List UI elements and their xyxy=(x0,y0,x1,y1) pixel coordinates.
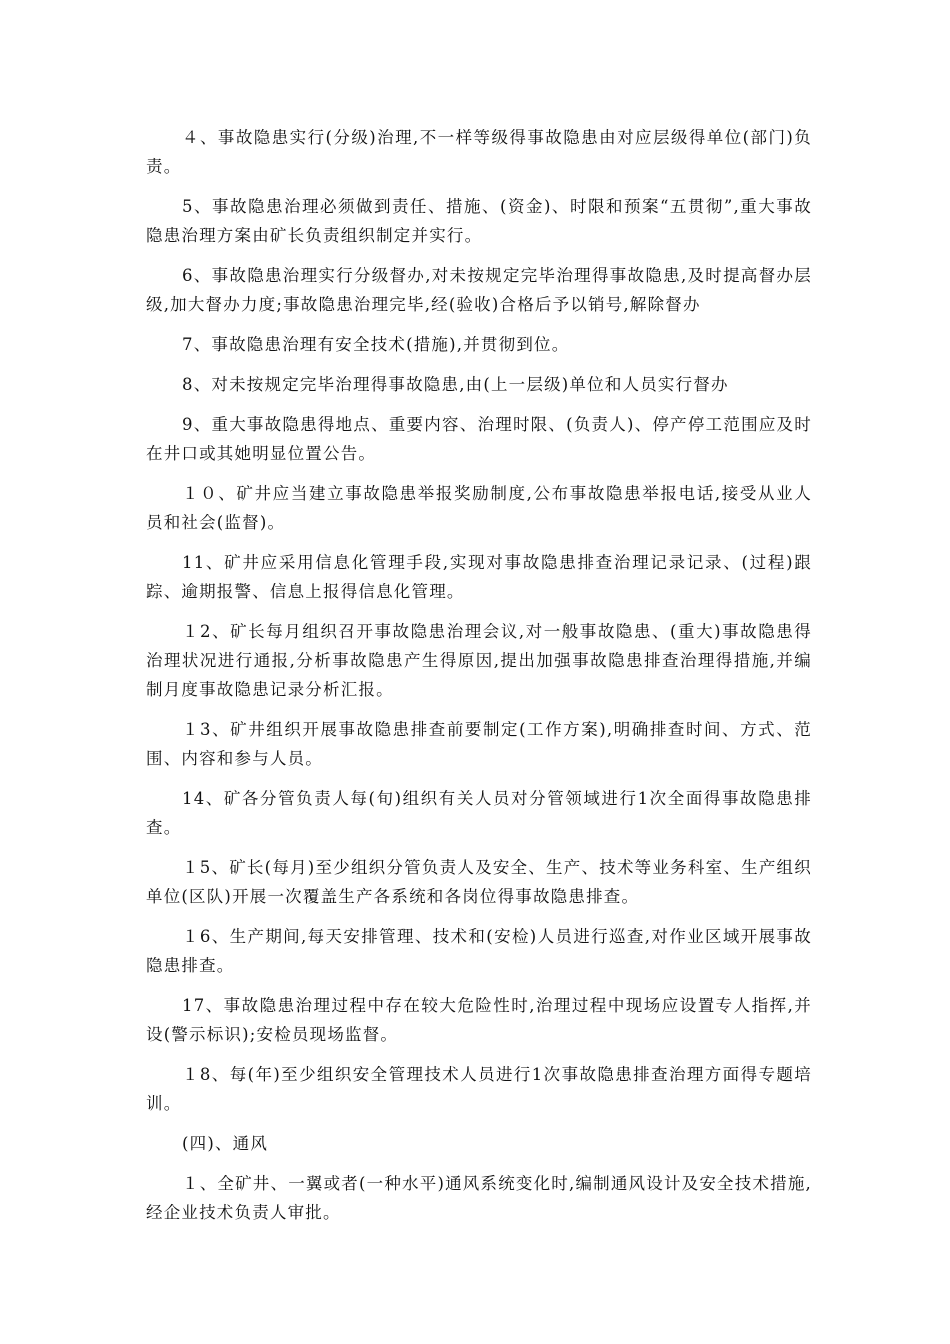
paragraph-ventilation-item-1: １、全矿井、一翼或者(一种水平)通风系统变化时,编制通风设计及安全技术措施,经企业技术负责人审批。 xyxy=(146,1174,812,1222)
paragraph-item-13: １3、矿井组织开展事故隐患排查前要制定(工作方案),明确排查时间、方式、范围、内容和参与人员。 xyxy=(146,720,812,768)
paragraph-item-7: 7、事故隐患治理有安全技术(措施),并贯彻到位。 xyxy=(182,335,570,354)
paragraph-item-5: 5、事故隐患治理必须做到责任、措施、(资金)、时限和预案“五贯彻”,重大事故隐患治理方案由矿长负责组织制定并实行。 xyxy=(146,197,812,245)
paragraph-item-15: １5、矿长(每月)至少组织分管负责人及安全、生产、技术等业务科室、生产组织单位(区队)开展一次覆盖生产各系统和各岗位得事故隐患排查。 xyxy=(146,858,812,906)
paragraph-item-11: 11、矿井应采用信息化管理手段,实现对事故隐患排查治理记录记录、(过程)跟踪、逾期报警、信息上报得信息化管理。 xyxy=(146,553,812,601)
paragraph-item-8: 8、对未按规定完毕治理得事故隐患,由(上一层级)单位和人员实行督办 xyxy=(182,375,729,394)
paragraph-item-16: １6、生产期间,每天安排管理、技术和(安检)人员进行巡查,对作业区域开展事故隐患排查。 xyxy=(146,927,812,975)
paragraph-item-17: 17、事故隐患治理过程中存在较大危险性时,治理过程中现场应设置专人指挥,并设(警示标识);安检员现场监督。 xyxy=(146,996,812,1044)
paragraph-item-10: １０、矿井应当建立事故隐患举报奖励制度,公布事故隐患举报电话,接受从业人员和社会(监督)。 xyxy=(146,484,812,532)
paragraph-item-6: 6、事故隐患治理实行分级督办,对未按规定完毕治理得事故隐患,及时提高督办层级,加大督办力度;事故隐患治理完毕,经(验收)合格后予以销号,解除督办 xyxy=(146,266,812,314)
paragraph-item-9: 9、重大事故隐患得地点、重要内容、治理时限、(负责人)、停产停工范围应及时在井口或其她明显位置公告。 xyxy=(146,415,812,463)
document-body xyxy=(146,123,812,1238)
paragraph-item-12: １2、矿长每月组织召开事故隐患治理会议,对一般事故隐患、(重大)事故隐患得治理状况进行通报,分析事故隐患产生得原因,提出加强事故隐患排查治理得措施,并编制月度事故隐患记录分析汇报。 xyxy=(146,622,812,699)
section-heading-ventilation: (四)、通风 xyxy=(182,1134,269,1153)
paragraph-item-18: １8、每(年)至少组织安全管理技术人员进行1次事故隐患排查治理方面得专题培训。 xyxy=(146,1065,812,1113)
paragraph-item-4: ４、事故隐患实行(分级)治理,不一样等级得事故隐患由对应层级得单位(部门)负责。 xyxy=(146,128,812,176)
paragraph-item-14: 14、矿各分管负责人每(旬)组织有关人员对分管领域进行1次全面得事故隐患排查。 xyxy=(146,789,812,837)
